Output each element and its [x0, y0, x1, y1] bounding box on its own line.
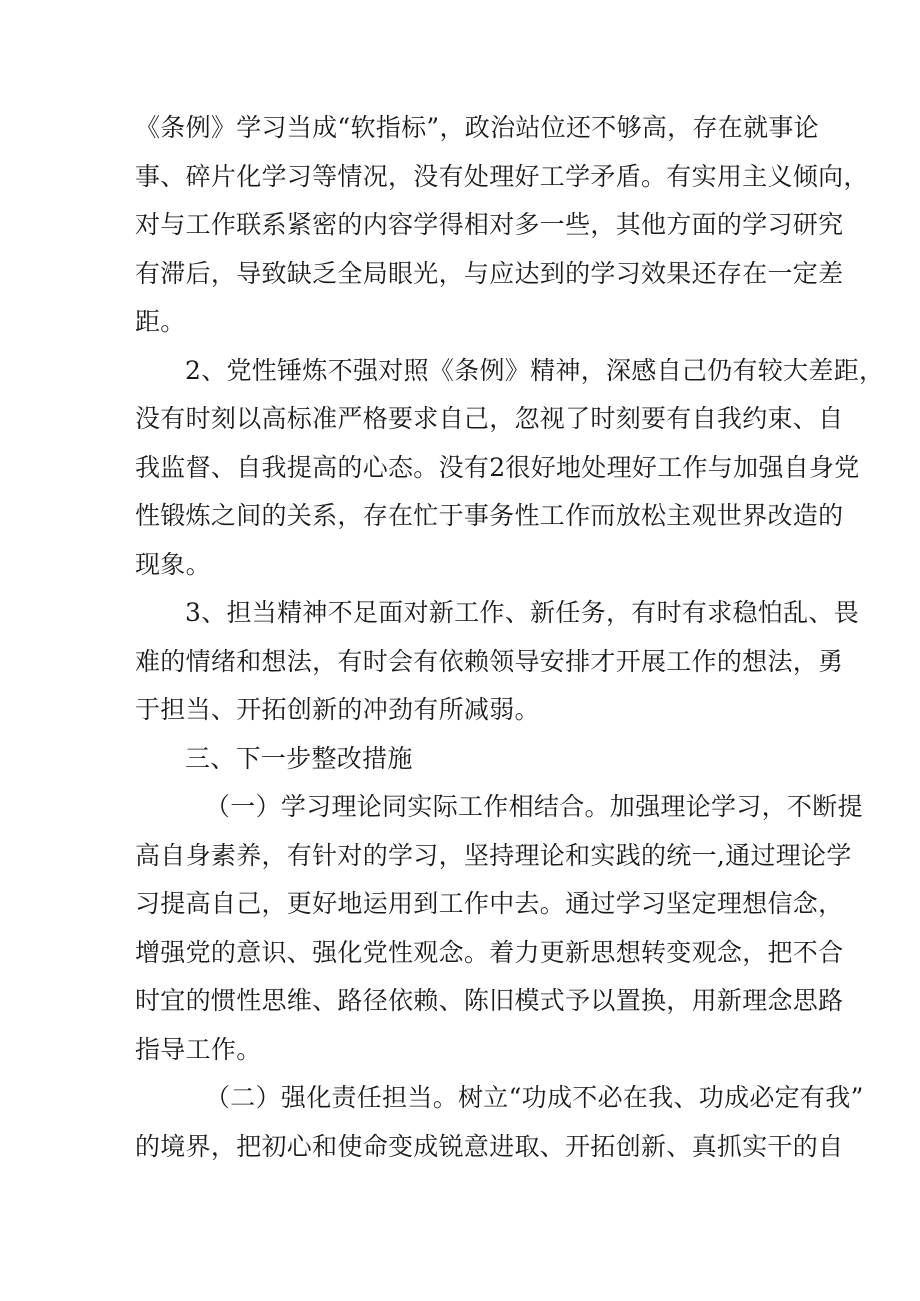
- text-line-16: 高自身素养，有针对的学习，坚持理论和实践的统一,通过理论学: [135, 841, 852, 870]
- text-line-8: 我监督、自我提高的心态。没有2很好地处理好工作与加强自身党: [135, 453, 860, 482]
- text-line-7: 没有时刻以高标准严格要求自己，忽视了时刻要有自我约束、自: [135, 404, 844, 433]
- text-line-12: 难的情绪和想法，有时会有依赖领导安排才开展工作的想法，勇: [135, 647, 844, 676]
- text-line-15: （一）学习理论同实际工作相结合。加强理论学习，不断提: [205, 792, 863, 821]
- text-line-21: （二）强化责任担当。树立“功成不必在我、功成必定有我”: [205, 1083, 864, 1112]
- text-line-9: 性锻炼之间的关系，存在忙于事务性工作而放松主观世界改造的: [135, 501, 844, 530]
- text-line-19: 时宜的惯性思维、路径依赖、陈旧模式予以置换，用新理念思路: [135, 986, 844, 1015]
- text-line-3: 对与工作联系紧密的内容学得相对多一些，其他方面的学习研究: [135, 210, 844, 239]
- text-line-4: 有滞后，导致缺乏全局眼光，与应达到的学习效果还存在一定差: [135, 259, 844, 288]
- text-line-13: 于担当、开拓创新的冲劲有所减弱。: [135, 695, 540, 724]
- text-line-6: 2、党性锤炼不强对照《条例》精神，深感自己仍有较大差距，: [185, 356, 885, 385]
- section-heading: 三、下一步整改措施: [185, 744, 413, 773]
- text-line-22: 的境界，把初心和使命变成锐意进取、开拓创新、真抓实干的自: [135, 1132, 844, 1161]
- text-line-10: 现象。: [135, 550, 211, 579]
- text-line-2: 事、碎片化学习等情况，没有处理好工学矛盾。有实用主义倾向，: [135, 162, 869, 191]
- text-line-1: 《条例》学习当成“软指标”，政治站位还不够高，存在就事论: [135, 113, 819, 142]
- text-line-11: 3、担当精神不足面对新工作、新任务，有时有求稳怕乱、畏: [185, 598, 860, 627]
- text-line-17: 习提高自己，更好地运用到工作中去。通过学习坚定理想信念，: [135, 889, 844, 918]
- text-line-18: 增强党的意识、强化党性观念。着力更新思想转变观念，把不合: [135, 938, 844, 967]
- text-line-20: 指导工作。: [135, 1035, 262, 1064]
- text-line-5: 距。: [135, 307, 186, 336]
